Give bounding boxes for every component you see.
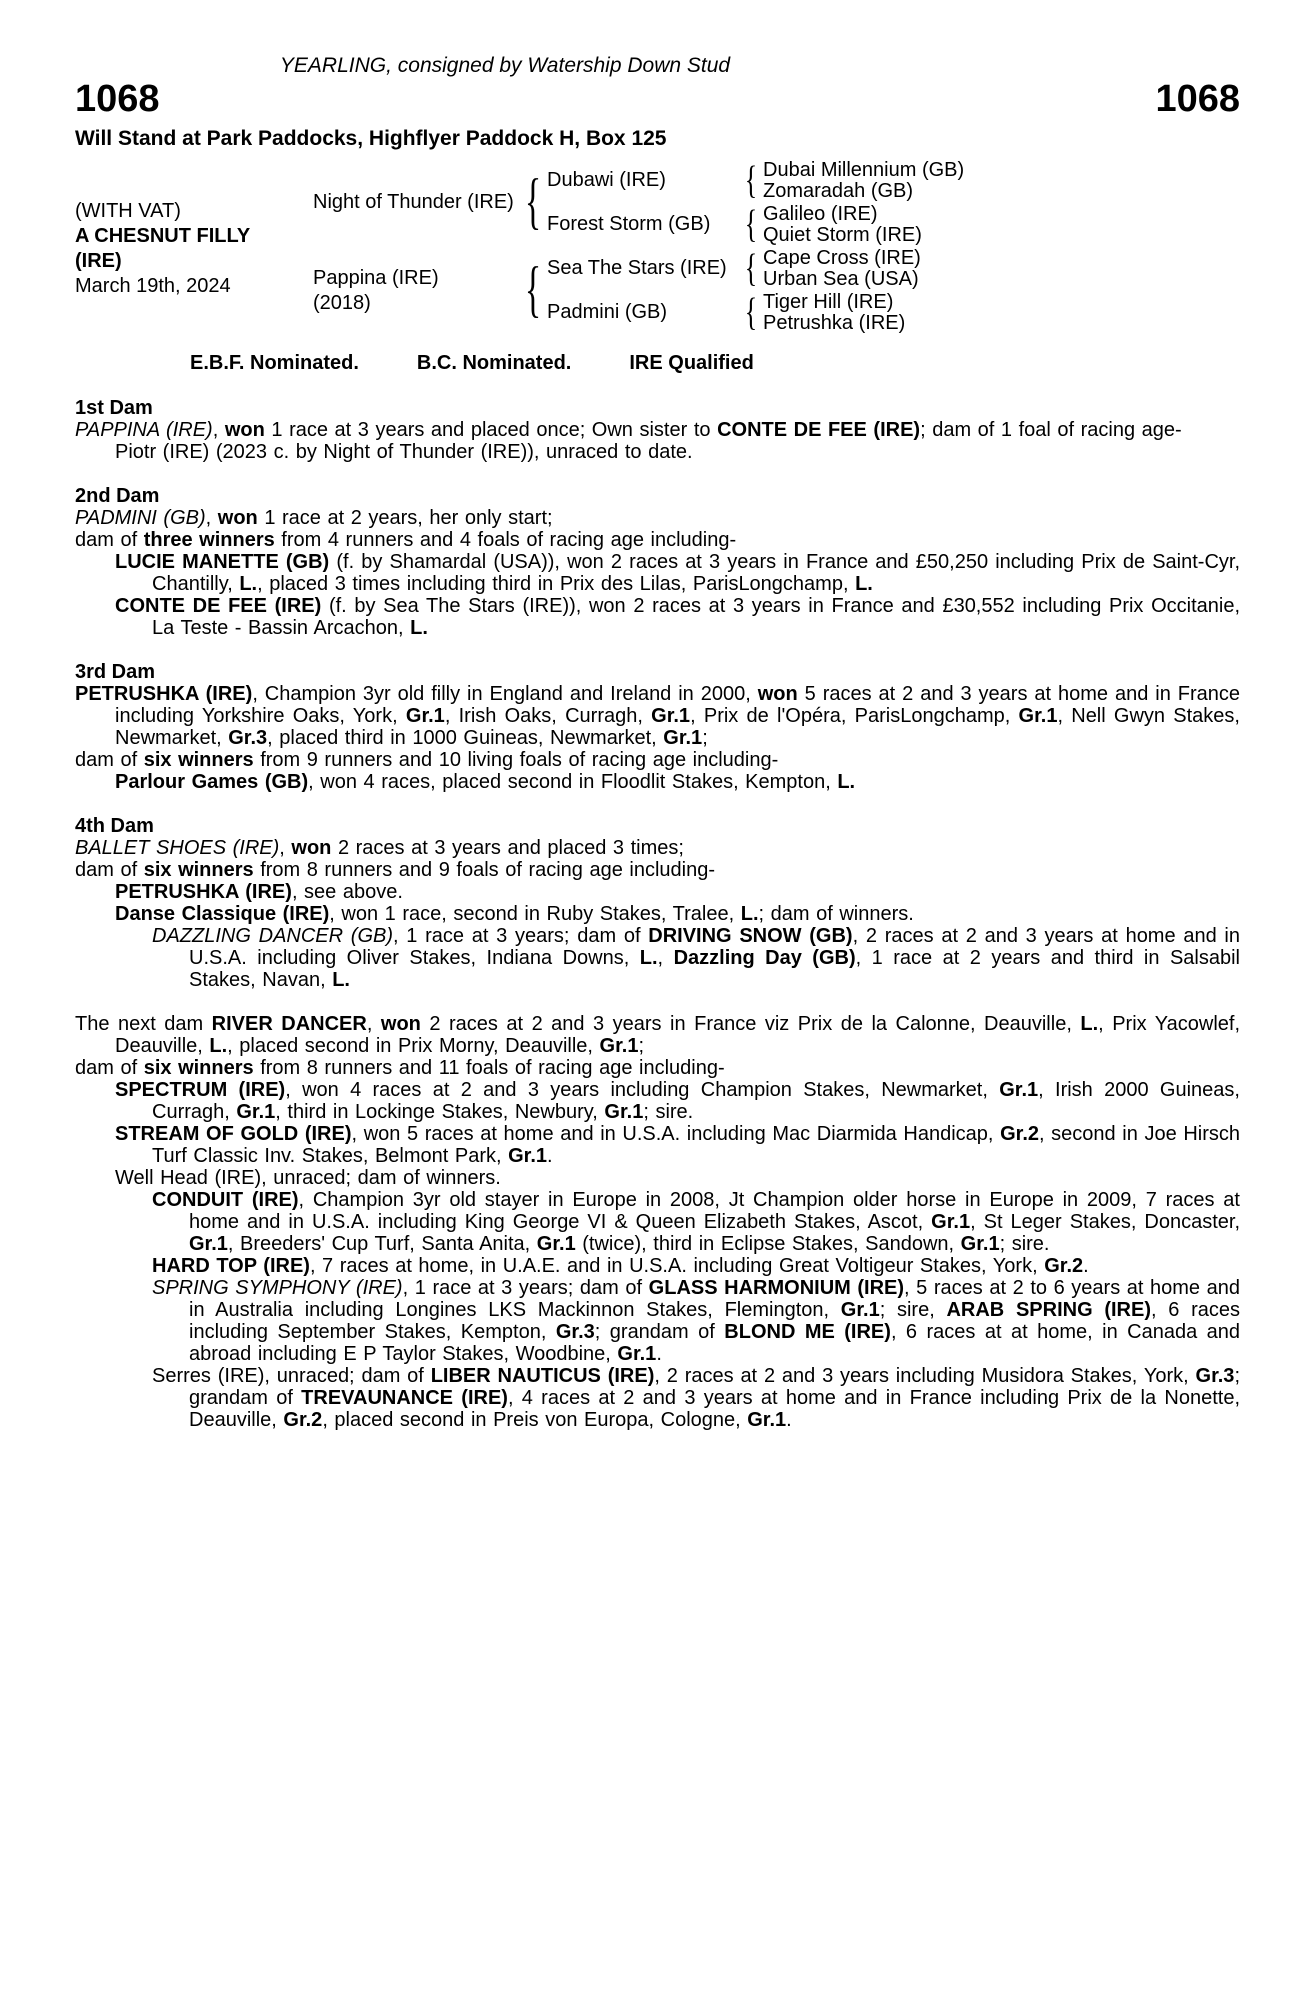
catalog-paragraph: Serres (IRE), unraced; dam of LIBER NAUTICUS (IRE), 2 races at 2 and 3 years including Musidora Stakes, York, Gr.3; grandam of TREVAUNANCE (IRE), 4 races at 2 and 3 years at home and in France including Prix de la Nonette, Deauville, Gr.2, placed second in Preis von Europa, Cologne, Gr.1. — [152, 1364, 1240, 1431]
catalog-paragraph: DAZZLING DANCER (GB), 1 race at 3 years; dam of DRIVING SNOW (GB), 2 races at 2 and 3 years at home and in U.S.A. including Oliver Stakes, Indiana Downs, L., Dazzling Day (GB), 1 race at 2 years and third in Salsabil Stakes, Navan, L. — [152, 924, 1240, 991]
great-grandparent-name: Tiger Hill (IRE) — [763, 290, 894, 313]
great-grandparent-name: Dubai Millennium (GB) — [763, 158, 965, 181]
pedigree-table — [75, 159, 1240, 335]
lot-number-right: 1068 — [1155, 78, 1240, 120]
lot-details — [75, 159, 313, 335]
grandsire-name: Sea The Stars (IRE) — [547, 257, 727, 280]
catalog-paragraph: CONDUIT (IRE), Champion 3yr old stayer in Europe in 2008, Jt Champion older horse in Europe in 2009, 7 races at home and in U.S.A. including King George VI & Queen Elizabeth Stakes, Ascot, Gr.1, St Leger Stakes, Doncaster, Gr.1, Breeders' Cup Turf, Santa Anita, Gr.1 (twice), third in Eclipse Stakes, Sandown, Gr.1; sire. — [152, 1188, 1240, 1255]
dam-branch — [313, 247, 1240, 335]
nominations-row — [190, 351, 1240, 375]
brace-icon — [739, 159, 763, 203]
brace-icon — [519, 159, 547, 247]
grandparent-row — [547, 203, 964, 247]
catalog-paragraph: STREAM OF GOLD (IRE), won 5 races at home and in U.S.A. including Mac Diarmida Handicap, Gr.2, second in Joe Hirsch Turf Classic Inv. Stakes, Belmont Park, Gr.1. — [115, 1122, 1241, 1167]
catalog-paragraph: Parlour Games (GB), won 4 races, placed second in Floodlit Stakes, Kempton, L. — [115, 770, 856, 793]
dam-heading: 1st Dam — [75, 396, 153, 419]
catalog-paragraph: SPECTRUM (IRE), won 4 races at 2 and 3 years including Champion Stakes, Newmarket, Gr.1, Irish 2000 Guineas, Curragh, Gr.1, third in Lockinge Stakes, Newbury, Gr.1; sire. — [115, 1078, 1240, 1123]
catalog-paragraph: The next dam RIVER DANCER, won 2 races at 2 and 3 years in France viz Prix de la Calonne, Deauville, L., Prix Yacowlef, Deauville, L., placed second in Prix Morny, Deauville, Gr.1; — [75, 1012, 1241, 1057]
catalog-paragraph: BALLET SHOES (IRE), won 2 races at 3 years and placed 3 times; — [75, 836, 684, 859]
catalog-paragraph: Well Head (IRE), unraced; dam of winners. — [115, 1166, 501, 1189]
catalog-paragraph: dam of six winners from 8 runners and 9 foals of racing age including- — [75, 858, 716, 881]
granddam-name: Padmini (GB) — [547, 301, 668, 324]
horse-description: A CHESNUT FILLY — [75, 224, 251, 247]
catalog-paragraph: PADMINI (GB), won 1 race at 2 years, her only start; — [75, 506, 553, 529]
dam-year: (2018) — [313, 291, 371, 314]
catalog-paragraph: SPRING SYMPHONY (IRE), 1 race at 3 years; dam of GLASS HARMONIUM (IRE), 5 races at 2 to 6 years at home and in Australia including Longines LKS Mackinnon Stakes, Flemington, Gr.1; sire, ARAB SPRING (IRE), 6 races including September Stakes, Kempton, Gr.3; grandam of BLOND ME (IRE), 6 races at at home, in Canada and abroad including E P Taylor Stakes, Woodbine, Gr.1. — [152, 1276, 1241, 1365]
foal-date: March 19th, 2024 — [75, 274, 231, 297]
catalog-paragraph: CONTE DE FEE (IRE) (f. by Sea The Stars (IRE)), won 2 races at 3 years in France and £30,552 including Prix Occitanie, La Teste - Bassin Arcachon, L. — [115, 594, 1241, 639]
dam-name: Pappina (IRE) — [313, 266, 439, 289]
bc-nomination: B.C. Nominated. — [416, 351, 572, 374]
dam-name-block — [313, 266, 519, 316]
catalog-paragraph: dam of six winners from 9 runners and 10 living foals of racing age including- — [75, 748, 779, 771]
vat-note: (WITH VAT) — [75, 199, 181, 222]
dam-heading: 4th Dam — [75, 814, 154, 837]
grandparent-row — [547, 291, 921, 335]
brace-icon — [739, 247, 763, 291]
great-grandparent-name: Quiet Storm (IRE) — [763, 223, 922, 246]
brace-icon — [739, 203, 763, 247]
dam-heading: 2nd Dam — [75, 484, 160, 507]
great-grandparent-name: Zomaradah (GB) — [763, 179, 914, 202]
brace-icon — [739, 291, 763, 335]
ire-qualified: IRE Qualified — [629, 351, 754, 374]
pedigree-tree — [313, 159, 1240, 335]
catalog-paragraph: HARD TOP (IRE), 7 races at home, in U.A.E. and in U.S.A. including Great Voltigeur Stakes, York, Gr.2. — [152, 1254, 1089, 1277]
grandparent-row — [547, 159, 964, 203]
grandsire-name: Dubawi (IRE) — [547, 169, 666, 192]
catalog-paragraph: PAPPINA (IRE), won 1 race at 3 years and placed once; Own sister to CONTE DE FEE (IRE); dam of 1 foal of racing age- — [75, 418, 1182, 441]
great-grandparent-name: Petrushka (IRE) — [763, 311, 906, 334]
great-grandparent-name: Cape Cross (IRE) — [763, 246, 921, 269]
horse-country-suffix: (IRE) — [75, 249, 122, 272]
catalog-paragraph: LUCIE MANETTE (GB) (f. by Shamardal (USA)), won 2 races at 3 years in France and £50,250 including Prix de Saint-Cyr, Chantilly, L., placed 3 times including third in Prix des Lilas, ParisLongchamp, L. — [115, 550, 1241, 595]
granddam-name: Forest Storm (GB) — [547, 213, 711, 236]
catalog-paragraph: dam of three winners from 4 runners and 4 foals of racing age including- — [75, 528, 737, 551]
consignment-line: YEARLING, consigned by Watership Down Stud — [279, 54, 731, 77]
sire-branch — [313, 159, 1240, 247]
great-grandparent-name: Urban Sea (USA) — [763, 267, 919, 290]
stand-location-line: Will Stand at Park Paddocks, Highflyer Paddock H, Box 125 — [75, 126, 667, 150]
sire-name: Night of Thunder (IRE) — [313, 191, 514, 214]
catalog-body — [75, 397, 1240, 1431]
catalog-paragraph: Danse Classique (IRE), won 1 race, second in Ruby Stakes, Tralee, L.; dam of winners. — [115, 902, 914, 925]
lot-number-left: 1068 — [75, 78, 160, 120]
brace-icon — [519, 247, 547, 335]
catalog-paragraph: PETRUSHKA (IRE), Champion 3yr old filly in England and Ireland in 2000, won 5 races at 2 and 3 years at home and in France including Yorkshire Oaks, York, Gr.1, Irish Oaks, Curragh, Gr.1, Prix de l'Opéra, ParisLongchamp, Gr.1, Nell Gwyn Stakes, Newmarket, Gr.3, placed third in 1000 Guineas, Newmarket, Gr.1; — [75, 682, 1240, 749]
dam-heading: 3rd Dam — [75, 660, 156, 683]
grandparent-row — [547, 247, 921, 291]
lot-number-row — [75, 80, 1240, 120]
catalog-paragraph: dam of six winners from 8 runners and 11 foals of racing age including- — [75, 1056, 725, 1079]
ebf-nomination: E.B.F. Nominated. — [190, 351, 359, 374]
catalog-paragraph: Piotr (IRE) (2023 c. by Night of Thunder (IRE)), unraced to date. — [115, 440, 693, 463]
great-grandparent-name: Galileo (IRE) — [763, 202, 878, 225]
catalog-paragraph: PETRUSHKA (IRE), see above. — [115, 880, 403, 903]
